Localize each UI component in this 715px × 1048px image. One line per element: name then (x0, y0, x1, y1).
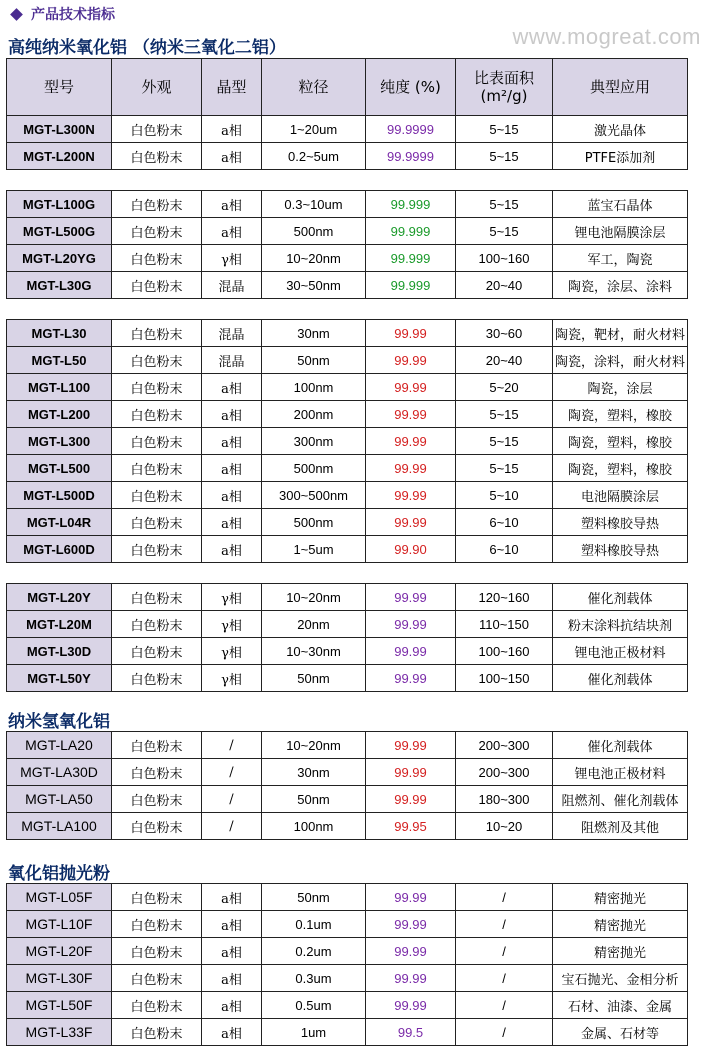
model-cell: MGT-L20M (7, 611, 112, 638)
appearance-cell: 白色粉末 (112, 786, 202, 813)
table-row (7, 509, 688, 536)
model-cell: MGT-LA100 (7, 813, 112, 840)
table-row (7, 428, 688, 455)
table-row (7, 401, 688, 428)
appearance-cell: 白色粉末 (112, 116, 202, 143)
surface-area-cell: / (456, 911, 553, 938)
size-cell: 0.1um (262, 911, 366, 938)
model-cell: MGT-L33F (7, 1019, 112, 1046)
application-cell: 阻燃剂、催化剂载体 (553, 786, 688, 813)
appearance-cell: 白色粉末 (112, 374, 202, 401)
surface-area-cell: 5~10 (456, 482, 553, 509)
model-cell: MGT-L20Y (7, 584, 112, 611)
application-cell: 陶瓷，靶材，耐火材料 (553, 320, 688, 347)
application-cell: 精密抛光 (553, 938, 688, 965)
model-cell: MGT-L500D (7, 482, 112, 509)
purity-cell: 99.99 (366, 428, 456, 455)
purity-cell: 99.999 (366, 272, 456, 299)
crystal-cell: a相 (202, 218, 262, 245)
crystal-cell: a相 (202, 509, 262, 536)
model-cell: MGT-L30G (7, 272, 112, 299)
section-title-alumina: 高纯纳米氧化铝 （纳米三氧化二铝） (8, 38, 286, 58)
model-cell: MGT-LA30D (7, 759, 112, 786)
purity-cell: 99.99 (366, 509, 456, 536)
purity-cell: 99.99 (366, 965, 456, 992)
surface-area-cell: / (456, 938, 553, 965)
surface-area-cell: / (456, 884, 553, 911)
application-cell: 蓝宝石晶体 (553, 191, 688, 218)
crystal-cell: a相 (202, 884, 262, 911)
size-cell: 0.2~5um (262, 143, 366, 170)
model-cell: MGT-L600D (7, 536, 112, 563)
surface-area-cell: 100~150 (456, 665, 553, 692)
crystal-cell: 混晶 (202, 272, 262, 299)
crystal-cell: a相 (202, 428, 262, 455)
col-header-model: 型号 (7, 59, 112, 116)
appearance-cell: 白色粉末 (112, 509, 202, 536)
appearance-cell: 白色粉末 (112, 732, 202, 759)
table-row (7, 732, 688, 759)
appearance-cell: 白色粉末 (112, 245, 202, 272)
purity-cell: 99.99 (366, 938, 456, 965)
appearance-cell: 白色粉末 (112, 584, 202, 611)
surface-area-cell: 5~20 (456, 374, 553, 401)
application-cell: 阻燃剂及其他 (553, 813, 688, 840)
application-cell: 粉末涂料抗结块剂 (553, 611, 688, 638)
surface-area-cell: 5~15 (456, 143, 553, 170)
surface-area-cell: 120~160 (456, 584, 553, 611)
size-cell: 30nm (262, 759, 366, 786)
table-row (7, 638, 688, 665)
model-cell: MGT-LA20 (7, 732, 112, 759)
appearance-cell: 白色粉末 (112, 482, 202, 509)
table-row (7, 116, 688, 143)
appearance-cell: 白色粉末 (112, 191, 202, 218)
appearance-cell: 白色粉末 (112, 638, 202, 665)
purity-cell: 99.999 (366, 218, 456, 245)
crystal-cell: γ相 (202, 638, 262, 665)
size-cell: 0.3~10um (262, 191, 366, 218)
col-header-surface-area: 比表面积 (m²/g) (456, 59, 553, 116)
crystal-cell: γ相 (202, 245, 262, 272)
appearance-cell: 白色粉末 (112, 813, 202, 840)
surface-area-cell: 20~40 (456, 272, 553, 299)
size-cell: 300~500nm (262, 482, 366, 509)
surface-area-cell: 5~15 (456, 116, 553, 143)
application-cell: 陶瓷，涂层、涂料 (553, 272, 688, 299)
purity-cell: 99.99 (366, 786, 456, 813)
table-row (7, 813, 688, 840)
table-row (7, 191, 688, 218)
application-cell: 锂电池正极材料 (553, 759, 688, 786)
size-cell: 0.5um (262, 992, 366, 1019)
application-cell: 塑料橡胶导热 (553, 509, 688, 536)
surface-area-cell: 20~40 (456, 347, 553, 374)
surface-area-cell: 6~10 (456, 536, 553, 563)
table-row (7, 455, 688, 482)
model-cell: MGT-L100 (7, 374, 112, 401)
application-cell: 宝石抛光、金相分析 (553, 965, 688, 992)
model-cell: MGT-L05F (7, 884, 112, 911)
spacer-cell (7, 563, 688, 584)
size-cell: 10~30nm (262, 638, 366, 665)
appearance-cell: 白色粉末 (112, 911, 202, 938)
size-cell: 300nm (262, 428, 366, 455)
col-header-appearance: 外观 (112, 59, 202, 116)
table-row (7, 611, 688, 638)
purity-cell: 99.99 (366, 584, 456, 611)
appearance-cell: 白色粉末 (112, 428, 202, 455)
surface-area-cell: 110~150 (456, 611, 553, 638)
crystal-cell: a相 (202, 911, 262, 938)
col-header-purity: 纯度 (%) (366, 59, 456, 116)
crystal-cell: / (202, 813, 262, 840)
table-row (7, 911, 688, 938)
model-cell: MGT-L50F (7, 992, 112, 1019)
application-cell: 电池隔膜涂层 (553, 482, 688, 509)
application-cell: 锂电池正极材料 (553, 638, 688, 665)
size-cell: 10~20nm (262, 732, 366, 759)
model-cell: MGT-L04R (7, 509, 112, 536)
model-cell: MGT-L500 (7, 455, 112, 482)
purity-cell: 99.99 (366, 611, 456, 638)
appearance-cell: 白色粉末 (112, 992, 202, 1019)
purity-cell: 99.90 (366, 536, 456, 563)
appearance-cell: 白色粉末 (112, 218, 202, 245)
crystal-cell: a相 (202, 1019, 262, 1046)
crystal-cell: a相 (202, 143, 262, 170)
table-row (7, 482, 688, 509)
surface-area-cell: / (456, 992, 553, 1019)
size-cell: 50nm (262, 665, 366, 692)
size-cell: 20nm (262, 611, 366, 638)
model-cell: MGT-L500G (7, 218, 112, 245)
size-cell: 10~20nm (262, 245, 366, 272)
size-cell: 50nm (262, 347, 366, 374)
crystal-cell: 混晶 (202, 347, 262, 374)
application-cell: 陶瓷，塑料，橡胶 (553, 428, 688, 455)
model-cell: MGT-LA50 (7, 786, 112, 813)
appearance-cell: 白色粉末 (112, 320, 202, 347)
size-cell: 0.2um (262, 938, 366, 965)
application-cell: 塑料橡胶导热 (553, 536, 688, 563)
size-cell: 30~50nm (262, 272, 366, 299)
purity-cell: 99.99 (366, 374, 456, 401)
appearance-cell: 白色粉末 (112, 665, 202, 692)
size-cell: 1~20um (262, 116, 366, 143)
application-cell: 金属、石材等 (553, 1019, 688, 1046)
header-label: 产品技术指标 (31, 7, 115, 23)
size-cell: 0.3um (262, 965, 366, 992)
appearance-cell: 白色粉末 (112, 455, 202, 482)
application-cell: 精密抛光 (553, 911, 688, 938)
table-row (7, 759, 688, 786)
size-cell: 10~20nm (262, 584, 366, 611)
size-cell: 100nm (262, 374, 366, 401)
table-row (7, 665, 688, 692)
model-cell: MGT-L300 (7, 428, 112, 455)
purity-cell: 99.99 (366, 665, 456, 692)
model-cell: MGT-L300N (7, 116, 112, 143)
group-spacer (7, 170, 688, 191)
purity-cell: 99.99 (366, 992, 456, 1019)
appearance-cell: 白色粉末 (112, 965, 202, 992)
crystal-cell: 混晶 (202, 320, 262, 347)
surface-area-cell: 100~160 (456, 638, 553, 665)
size-cell: 200nm (262, 401, 366, 428)
application-cell: 精密抛光 (553, 884, 688, 911)
group-spacer (7, 299, 688, 320)
crystal-cell: a相 (202, 116, 262, 143)
table-row (7, 938, 688, 965)
size-cell: 500nm (262, 455, 366, 482)
model-cell: MGT-L100G (7, 191, 112, 218)
appearance-cell: 白色粉末 (112, 347, 202, 374)
crystal-cell: γ相 (202, 611, 262, 638)
crystal-cell: a相 (202, 455, 262, 482)
purity-cell: 99.999 (366, 245, 456, 272)
purity-cell: 99.9999 (366, 143, 456, 170)
table-row (7, 272, 688, 299)
crystal-cell: a相 (202, 536, 262, 563)
crystal-cell: a相 (202, 992, 262, 1019)
crystal-cell: a相 (202, 938, 262, 965)
purity-cell: 99.99 (366, 455, 456, 482)
application-cell: 军工，陶瓷 (553, 245, 688, 272)
group-spacer (7, 563, 688, 584)
application-cell: 锂电池隔膜涂层 (553, 218, 688, 245)
application-cell: 石材、油漆、金属 (553, 992, 688, 1019)
purity-cell: 99.9999 (366, 116, 456, 143)
surface-area-cell: / (456, 1019, 553, 1046)
model-cell: MGT-L30F (7, 965, 112, 992)
crystal-cell: a相 (202, 374, 262, 401)
appearance-cell: 白色粉末 (112, 938, 202, 965)
table-row (7, 1019, 688, 1046)
application-cell: 催化剂载体 (553, 732, 688, 759)
size-cell: 50nm (262, 884, 366, 911)
col-header-application: 典型应用 (553, 59, 688, 116)
table-row (7, 245, 688, 272)
surface-area-cell: 5~15 (456, 218, 553, 245)
alumina-spec-table (6, 58, 688, 692)
section-title-hydroxide: 纳米氢氧化铝 (8, 712, 110, 732)
surface-area-cell: 5~15 (456, 428, 553, 455)
surface-area-cell: 5~15 (456, 455, 553, 482)
size-cell: 500nm (262, 218, 366, 245)
crystal-cell: a相 (202, 965, 262, 992)
appearance-cell: 白色粉末 (112, 536, 202, 563)
application-cell: 陶瓷，涂层 (553, 374, 688, 401)
purity-cell: 99.99 (366, 732, 456, 759)
model-cell: MGT-L200N (7, 143, 112, 170)
appearance-cell: 白色粉末 (112, 401, 202, 428)
surface-area-cell: 180~300 (456, 786, 553, 813)
purity-cell: 99.99 (366, 759, 456, 786)
surface-area-cell: 5~15 (456, 401, 553, 428)
purity-cell: 99.99 (366, 482, 456, 509)
application-cell: 陶瓷，塑料，橡胶 (553, 455, 688, 482)
diamond-bullet-icon (10, 8, 23, 21)
crystal-cell: / (202, 732, 262, 759)
crystal-cell: / (202, 786, 262, 813)
model-cell: MGT-L30D (7, 638, 112, 665)
application-cell: 激光晶体 (553, 116, 688, 143)
model-cell: MGT-L50Y (7, 665, 112, 692)
application-cell: 催化剂载体 (553, 665, 688, 692)
crystal-cell: γ相 (202, 665, 262, 692)
purity-cell: 99.5 (366, 1019, 456, 1046)
crystal-cell: a相 (202, 401, 262, 428)
table-row (7, 786, 688, 813)
size-cell: 500nm (262, 509, 366, 536)
purity-cell: 99.99 (366, 347, 456, 374)
table-row (7, 320, 688, 347)
size-cell: 100nm (262, 813, 366, 840)
website-watermark: www.mogreat.com (512, 24, 701, 49)
model-cell: MGT-L20F (7, 938, 112, 965)
application-cell: 陶瓷，涂料，耐火材料 (553, 347, 688, 374)
table-row (7, 143, 688, 170)
surface-area-cell: 200~300 (456, 759, 553, 786)
appearance-cell: 白色粉末 (112, 1019, 202, 1046)
table-row (7, 992, 688, 1019)
appearance-cell: 白色粉末 (112, 272, 202, 299)
model-cell: MGT-L20YG (7, 245, 112, 272)
table-row (7, 374, 688, 401)
table-row (7, 536, 688, 563)
application-cell: PTFE添加剂 (553, 143, 688, 170)
appearance-cell: 白色粉末 (112, 884, 202, 911)
surface-area-cell: 100~160 (456, 245, 553, 272)
appearance-cell: 白色粉末 (112, 611, 202, 638)
table-row (7, 347, 688, 374)
crystal-cell: γ相 (202, 584, 262, 611)
surface-area-cell: 30~60 (456, 320, 553, 347)
section-header (8, 4, 115, 24)
surface-area-cell: 5~15 (456, 191, 553, 218)
col-header-size: 粒径 (262, 59, 366, 116)
appearance-cell: 白色粉末 (112, 143, 202, 170)
spacer-cell (7, 170, 688, 191)
table-row (7, 218, 688, 245)
surface-area-cell: 200~300 (456, 732, 553, 759)
surface-area-cell: 6~10 (456, 509, 553, 536)
purity-cell: 99.99 (366, 401, 456, 428)
model-cell: MGT-L30 (7, 320, 112, 347)
purity-cell: 99.99 (366, 911, 456, 938)
purity-cell: 99.95 (366, 813, 456, 840)
surface-area-cell: 10~20 (456, 813, 553, 840)
application-cell: 催化剂载体 (553, 584, 688, 611)
crystal-cell: a相 (202, 191, 262, 218)
table-row (7, 584, 688, 611)
section-title-polishing: 氧化铝抛光粉 (8, 864, 110, 884)
purity-cell: 99.99 (366, 638, 456, 665)
model-cell: MGT-L200 (7, 401, 112, 428)
size-cell: 1~5um (262, 536, 366, 563)
crystal-cell: a相 (202, 482, 262, 509)
table-header-row (7, 59, 688, 116)
hydroxide-spec-table (6, 731, 688, 840)
appearance-cell: 白色粉末 (112, 759, 202, 786)
model-cell: MGT-L10F (7, 911, 112, 938)
purity-cell: 99.99 (366, 320, 456, 347)
size-cell: 1um (262, 1019, 366, 1046)
size-cell: 30nm (262, 320, 366, 347)
polishing-spec-table (6, 883, 688, 1046)
application-cell: 陶瓷，塑料，橡胶 (553, 401, 688, 428)
col-header-crystal: 晶型 (202, 59, 262, 116)
table-row (7, 884, 688, 911)
purity-cell: 99.99 (366, 884, 456, 911)
table-row (7, 965, 688, 992)
spacer-cell (7, 299, 688, 320)
surface-area-cell: / (456, 965, 553, 992)
model-cell: MGT-L50 (7, 347, 112, 374)
size-cell: 50nm (262, 786, 366, 813)
purity-cell: 99.999 (366, 191, 456, 218)
crystal-cell: / (202, 759, 262, 786)
